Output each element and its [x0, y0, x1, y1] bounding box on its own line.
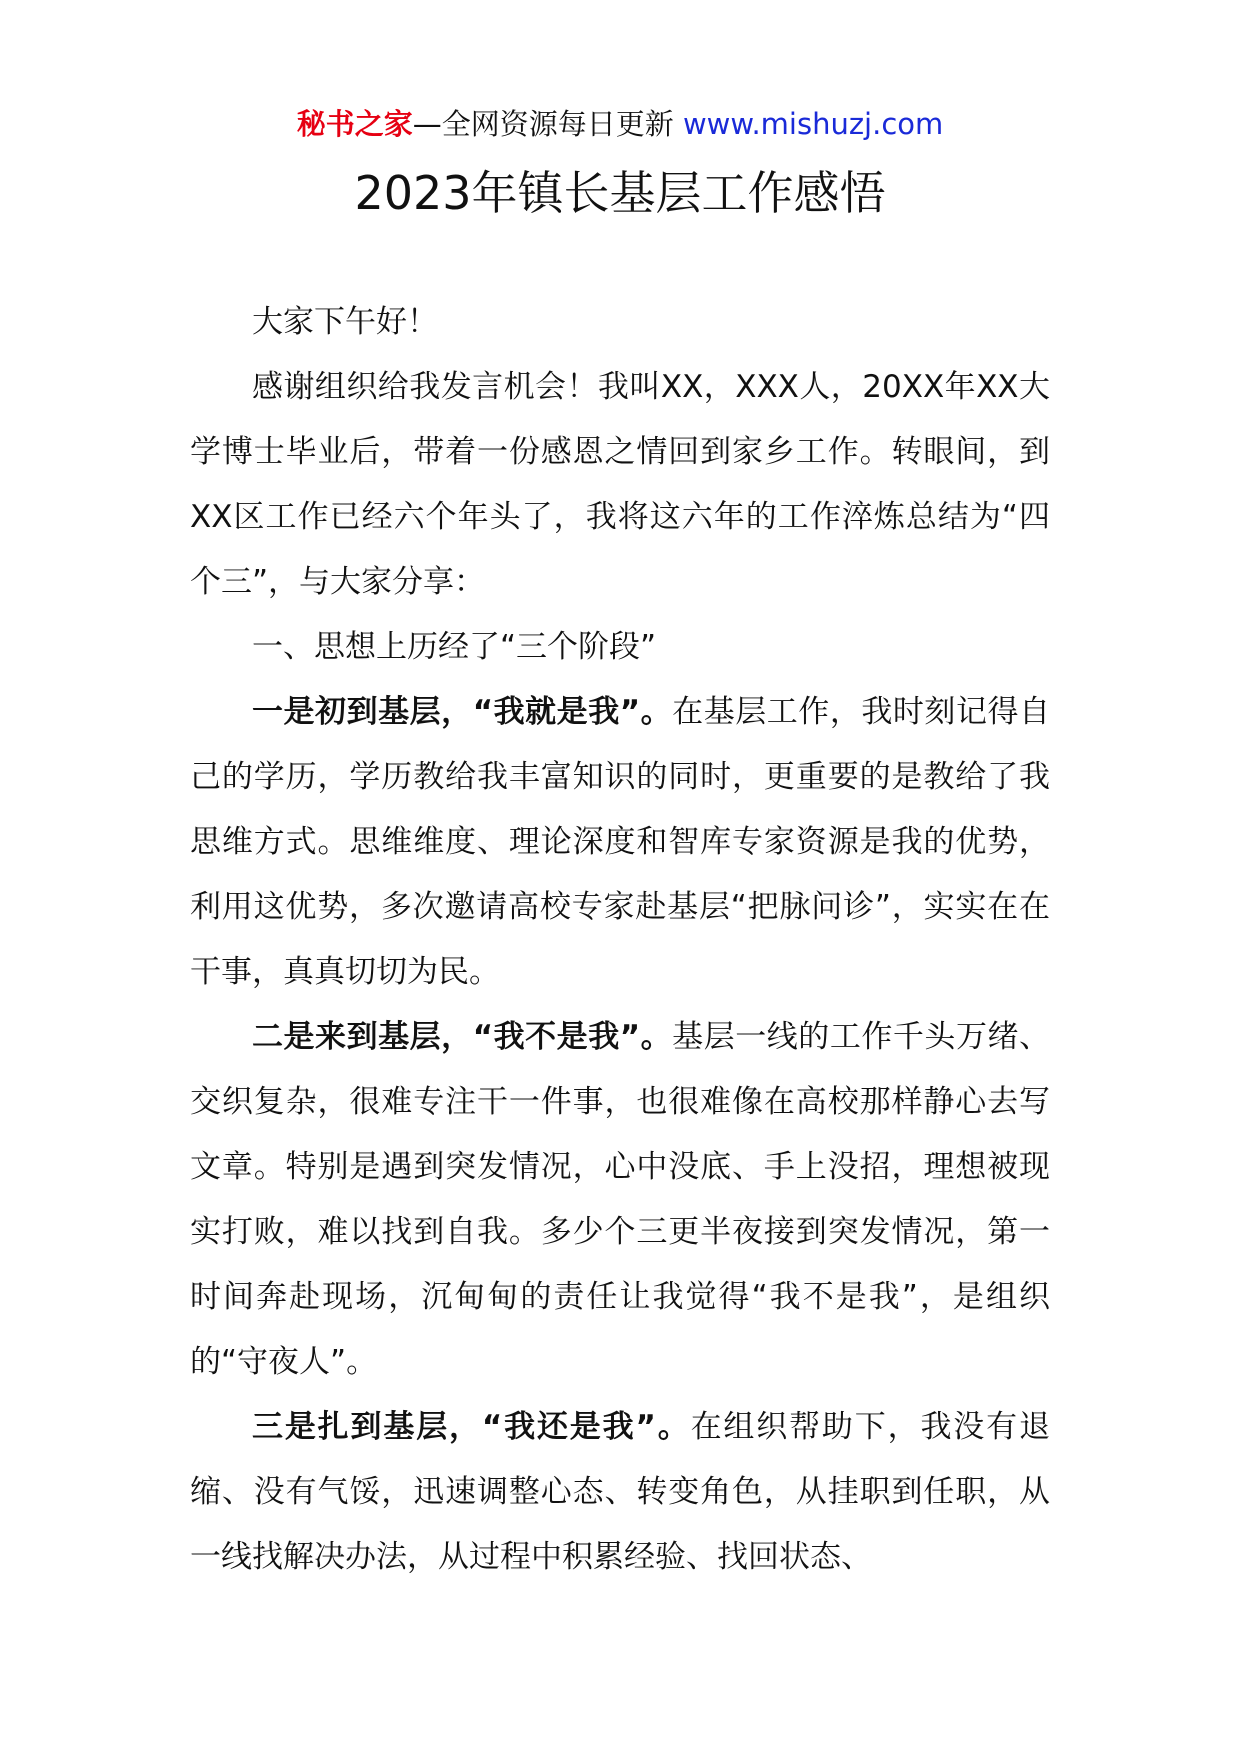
site-url-link[interactable]: www.mishuzj.com [682, 107, 944, 141]
paragraph-intro [190, 355, 1050, 615]
paragraph-lead: 一是初到基层，“我就是我”。 [252, 694, 673, 730]
paragraph-text: 在组织帮助下，我没有退缩、没有气馁，迅速调整心态、转变角色，从挂职到任职，从一线找解决办法，从过程中积累经验、找回状态、 [190, 1409, 1050, 1575]
paragraph-stage-three [190, 1395, 1050, 1590]
paragraph-text: 感谢组织给我发言机会！我叫XX，XXX人，20XX年XX大学博士毕业后，带着一份感恩之情回到家乡工作。转眼间，到XX区工作已经六个年头了，我将这六年的工作淬炼总结为“四个三”，与大家分享： [190, 369, 1050, 600]
paragraph-text: 一、思想上历经了“三个阶段” [252, 629, 657, 665]
paragraph-lead: 三是扎到基层，“我还是我”。 [252, 1409, 691, 1445]
paragraph-text: 在基层工作，我时刻记得自己的学历，学历教给我丰富知识的同时，更重要的是教给了我思维方式。思维维度、理论深度和智库专家资源是我的优势，利用这优势，多次邀请高校专家赴基层“把脉问诊”，实实在在干事，真真切切为民。 [190, 694, 1051, 990]
paragraph-stage-two [190, 1005, 1050, 1395]
paragraph-greeting [190, 290, 1050, 355]
paragraph-text: 大家下午好！ [252, 304, 438, 340]
paragraph-text: 基层一线的工作千头万绪、交织复杂，很难专注干一件事，也很难像在高校那样静心去写文章。特别是遇到突发情况，心中没底、手上没招，理想被现实打败，难以找到自我。多少个三更半夜接到突发情况，第一时间奔赴现场，沉甸甸的责任让我觉得“我不是我”，是组织的“守夜人”。 [190, 1019, 1051, 1380]
document-body [190, 290, 1050, 1590]
brand-name: 秘书之家 [296, 107, 413, 141]
paragraph-lead: 二是来到基层，“我不是我”。 [252, 1019, 673, 1055]
watermark-header [0, 102, 1240, 146]
header-slogan: —全网资源每日更新 [412, 107, 674, 141]
section-heading [190, 615, 1050, 680]
paragraph-stage-one [190, 680, 1050, 1005]
document-title: 2023年镇长基层工作感悟 [354, 166, 886, 220]
